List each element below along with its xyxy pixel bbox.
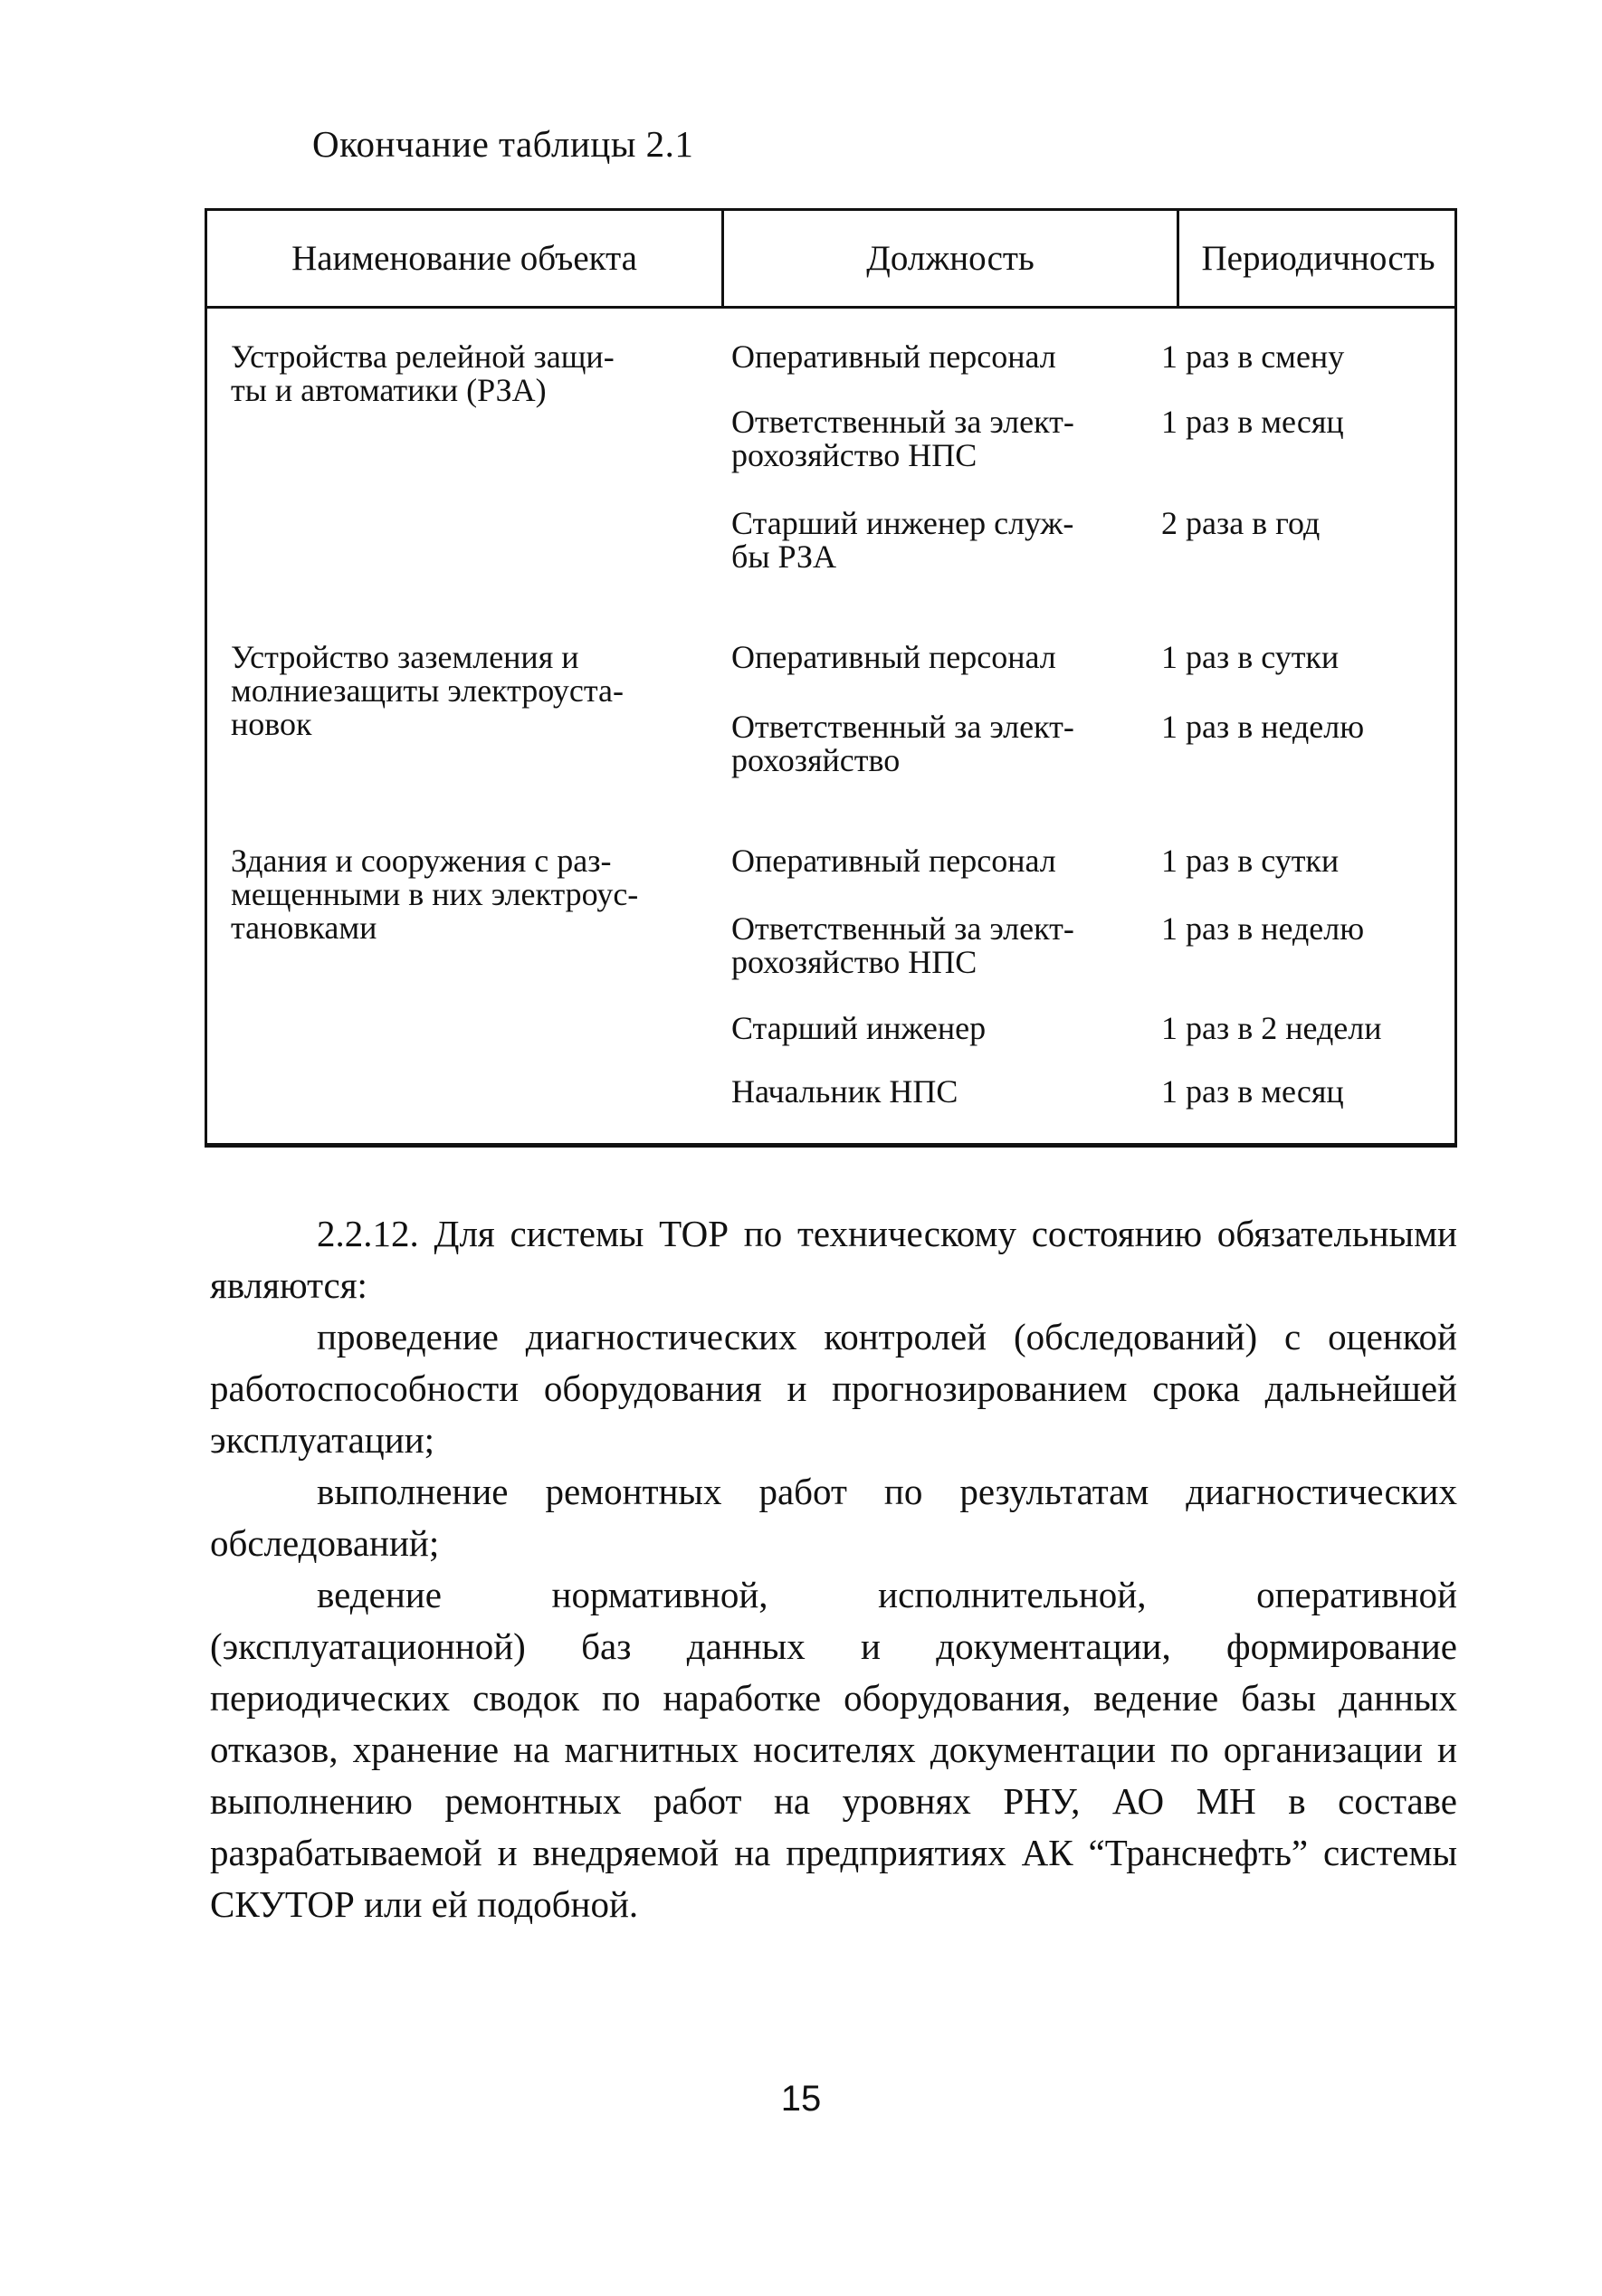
object-line: тановками [231, 910, 377, 946]
period-cell: 1 раз в месяц [1161, 1073, 1344, 1110]
position-line: рохозяйство [731, 742, 901, 778]
period-cell: 1 раз в сутки [1161, 639, 1340, 675]
position-line: Старший инженер служ- [731, 505, 1074, 541]
position-line: Оперативный персонал [731, 338, 1056, 375]
period-cell: 1 раз в месяц [1161, 404, 1344, 440]
position-line: рохозяйство НПС [731, 437, 977, 473]
object-cell [231, 844, 710, 945]
paragraph: выполнение ремонтных работ по результатам диагностических обследований; [210, 1471, 1457, 1564]
paragraph: проведение диагностических контролей (обследований) с оценкой работоспособности оборудования и прогнозированием срока дальнейшей эксплуатации; [210, 1316, 1457, 1461]
position-cell [731, 912, 1175, 979]
table-header [207, 211, 1454, 309]
position-line: Ответственный за элект- [731, 709, 1074, 745]
object-line: Устройство заземления и [231, 639, 579, 675]
body-text [210, 1208, 1457, 1930]
position-cell [731, 340, 1175, 374]
object-line: мещенными в них электроус- [231, 876, 639, 912]
object-line: новок [231, 706, 312, 742]
position-line: Оперативный персонал [731, 639, 1056, 675]
period-cell: 1 раз в смену [1161, 338, 1345, 375]
position-cell [731, 507, 1175, 574]
period-cell: 1 раз в неделю [1161, 910, 1365, 947]
header-position: Должность [866, 239, 1035, 278]
position-cell [731, 641, 1175, 674]
paragraph: 2.2.12. Для системы ТОР по техническому состоянию обязательными являются: [210, 1213, 1457, 1306]
header-object: Наименование объекта [291, 239, 637, 278]
page-number: 15 [780, 2079, 822, 2119]
position-line: Старший инженер [731, 1010, 987, 1046]
position-line: Ответственный за элект- [731, 910, 1074, 947]
paragraph: ведение нормативной, исполнительной, оперативной (эксплуатационной) баз данных и документации, формирование периодических сводок по наработке оборудования, ведение базы данных отказов, хранение на магнитных носителях документации по организации и выполнению ремонтных работ на уровнях РНУ, АО МН в составе разрабатываемой и внедряемой на предприятиях АК “Транснефть” системы СКУТОР или ей подобной. [210, 1574, 1457, 1925]
object-line: ты и автоматики (РЗА) [231, 372, 547, 408]
position-line: Оперативный персонал [731, 843, 1056, 879]
position-line: Начальник НПС [731, 1073, 958, 1110]
object-cell [231, 641, 710, 741]
position-line: Ответственный за элект- [731, 404, 1074, 440]
object-line: Устройства релейной защи- [231, 338, 615, 375]
object-cell [231, 340, 710, 407]
position-cell [731, 1012, 1175, 1045]
period-cell: 1 раз в сутки [1161, 843, 1340, 879]
position-cell [731, 844, 1175, 878]
position-cell [731, 405, 1175, 472]
position-line: рохозяйство НПС [731, 944, 977, 980]
maintenance-table [205, 208, 1457, 1148]
table-caption: Окончание таблицы 2.1 [312, 123, 694, 165]
header-period: Периодичность [1201, 239, 1435, 278]
position-cell [731, 710, 1175, 777]
period-cell: 2 раза в год [1161, 505, 1321, 541]
object-line: молниезащиты электроуста- [231, 672, 625, 709]
object-line: Здания и сооружения с раз- [231, 843, 612, 879]
period-cell: 1 раз в неделю [1161, 709, 1365, 745]
position-line: бы РЗА [731, 538, 836, 575]
period-cell: 1 раз в 2 недели [1161, 1010, 1382, 1046]
position-cell [731, 1075, 1175, 1109]
